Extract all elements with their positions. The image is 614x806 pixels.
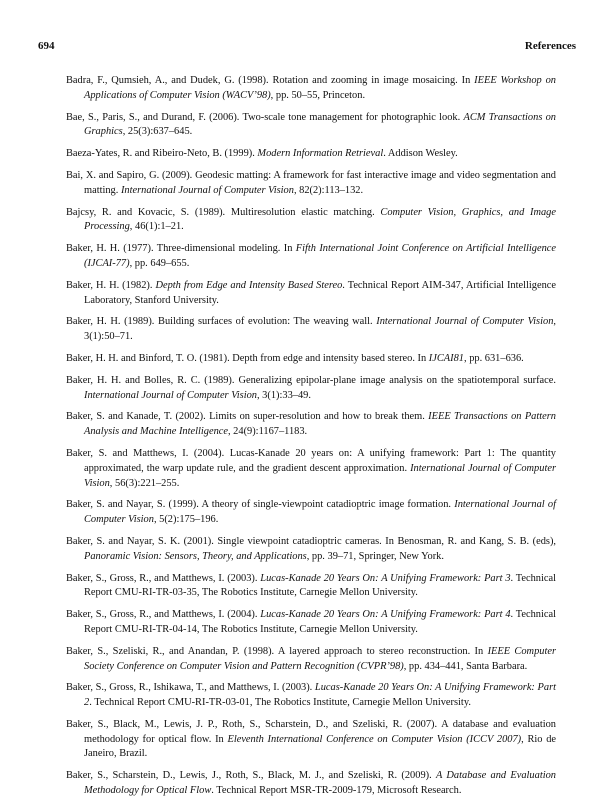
reference-entry: Baker, S., Gross, R., and Matthews, I. (2003). Lucas-Kanade 20 Years On: A Unifying Framework: Part 3. Technical Report CMU-RI-TR-03-35, The Robotics Institute, Carnegie Mellon University. xyxy=(66,572,556,599)
page-number: 694 xyxy=(38,40,55,52)
reference-entry: Baker, H. H. (1977). Three-dimensional modeling. In Fifth International Joint Conference on Artificial Intelligence (IJCAI-77), pp. 649–655. xyxy=(66,243,557,269)
reference-entry: Baker, S. and Nayar, S. (1999). A theory of single-viewpoint catadioptric image formation. International Journal of Computer Vision, 5(2):175–196. xyxy=(66,499,557,526)
reference-entry: Baker, H. H. and Bolles, R. C. (1989). Generalizing epipolar-plane image analysis on the spatiotemporal surface. International Journal of Computer Vision, 3(1):33–49. xyxy=(66,374,556,401)
reference-entry: Bae, S., Paris, S., and Durand, F. (2006). Two-scale tone management for photographic look. ACM Transactions on Graphics, 25(3):637–645. xyxy=(66,111,556,138)
reference-entry: Baker, S., Gross, R., and Matthews, I. (2004). Lucas-Kanade 20 Years On: A Unifying Framework: Part 4. Technical Report CMU-RI-TR-04-14, The Robotics Institute, Carnegie Mellon University. xyxy=(66,609,556,635)
reference-entry: Baker, H. H. (1982). Depth from Edge and Intensity Based Stereo. Technical Report AIM-347, Artificial Intelligence Laboratory, Stanford University. xyxy=(66,279,556,306)
reference-entry: Baker, S., Black, M., Lewis, J. P., Roth, S., Scharstein, D., and Szeliski, R. (2007). A database and evaluation methodology for optical flow. In Eleventh International Conference on Computer Vision (ICCV 2007), Rio de Janeiro, Brazil. xyxy=(66,718,557,760)
reference-entry: Bajcsy, R. and Kovacic, S. (1989). Multiresolution elastic matching. Computer Vision, Graphics, and Image Processing, 46(1):1–21. xyxy=(66,206,556,233)
reference-entry: Baker, S., Gross, R., Ishikawa, T., and Matthews, I. (2003). Lucas-Kanade 20 Years On: A Unifying Framework: Part 2. Technical Report CMU-RI-TR-03-01, The Robotics Institute, Carnegie Mellon University. xyxy=(66,682,556,709)
reference-entry: Baker, S., Szeliski, R., and Anandan, P. (1998). A layered approach to stereo reconstruction. In IEEE Computer Society Conference on Computer Vision and Pattern Recognition (CVPR’98), pp. 434–441, Santa Barbara. xyxy=(66,645,556,672)
reference-entry: Baker, S., Scharstein, D., Lewis, J., Roth, S., Black, M. J., and Szeliski, R. (2009). A Database and Evaluation Methodology for Optical Flow. Technical Report MSR-TR-2009-179, Microsoft Research. xyxy=(66,770,556,797)
reference-entry: Badra, F., Qumsieh, A., and Dudek, G. (1998). Rotation and zooming in image mosaicing. In IEEE Workshop on Applications of Computer Vision (WACV’98), pp. 50–55, Princeton. xyxy=(66,75,556,101)
page-header xyxy=(38,40,576,56)
reference-list xyxy=(66,74,556,806)
reference-entry: Baker, S. and Matthews, I. (2004). Lucas-Kanade 20 years on: A unifying framework: Part 1: The quantity approximated, the warp update rule, and the gradient descent approximation. International Journal of Computer Vision, 56(3):221–255. xyxy=(66,447,556,489)
reference-entry: Baker, S. and Kanade, T. (2002). Limits on super-resolution and how to break them. IEEE Transactions on Pattern Analysis and Machine Intelligence, 24(9):1167–1183. xyxy=(66,411,556,438)
reference-entry: Baker, S. and Nayar, S. K. (2001). Single viewpoint catadioptric cameras. In Benosman, R. and Kang, S. B. (eds), Panoramic Vision: Sensors, Theory, and Applications, pp. 39–71, Springer, New York. xyxy=(66,535,556,562)
reference-entry: Bai, X. and Sapiro, G. (2009). Geodesic matting: A framework for fast interactive image and video segmentation and matting. International Journal of Computer Vision, 82(2):113–132. xyxy=(66,169,556,196)
reference-entry: Baker, H. H. and Binford, T. O. (1981). Depth from edge and intensity based stereo. In IJCAI81, pp. 631–636. xyxy=(66,352,524,364)
section-title: References xyxy=(524,40,576,52)
reference-entry: Baker, H. H. (1989). Building surfaces of evolution: The weaving wall. International Journal of Computer Vision, 3(1):50–71. xyxy=(66,316,556,343)
reference-entry: Baeza-Yates, R. and Ribeiro-Neto, B. (1999). Modern Information Retrieval. Addison Wesley. xyxy=(66,148,458,160)
